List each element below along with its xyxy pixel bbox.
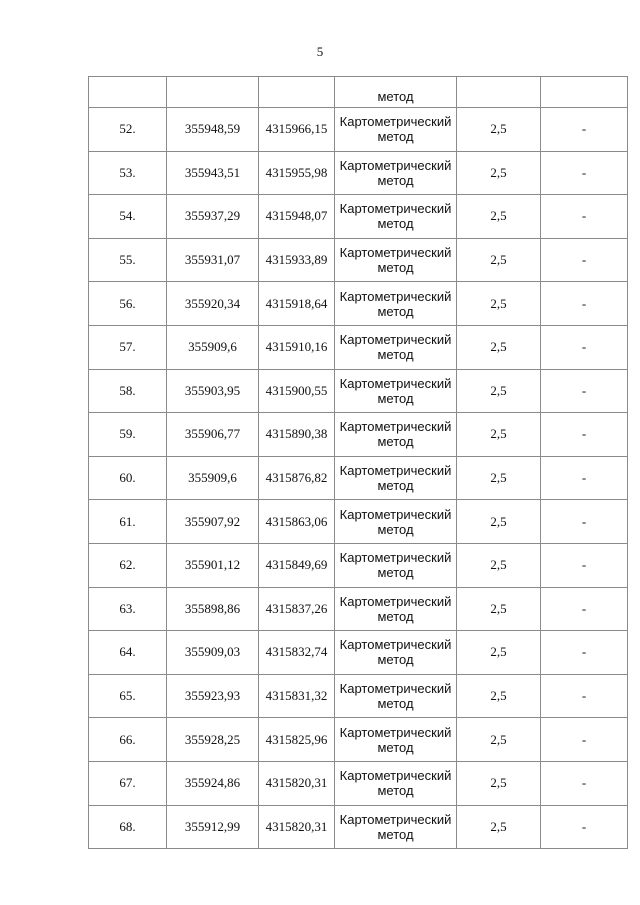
method-line-1: Картометрический: [339, 681, 452, 697]
coordinates-table: [88, 76, 628, 849]
cell-accuracy: 2,5: [457, 282, 541, 326]
cell-y: 4315955,98: [259, 151, 335, 195]
continuation-row: [89, 77, 628, 108]
cell-note: -: [541, 805, 628, 849]
cell-num: 54.: [89, 195, 167, 239]
cell-num: 56.: [89, 282, 167, 326]
cell-num: 58.: [89, 369, 167, 413]
cell-accuracy: 2,5: [457, 325, 541, 369]
cell-note: -: [541, 151, 628, 195]
cell-num: 65.: [89, 674, 167, 718]
table-row: [89, 369, 628, 413]
cell-accuracy: 2,5: [457, 195, 541, 239]
cell-y: 4315890,38: [259, 413, 335, 457]
cell-x: 355937,29: [167, 195, 259, 239]
cell-x: 355909,6: [167, 456, 259, 500]
cell-note: -: [541, 325, 628, 369]
cell-method: [335, 543, 457, 587]
table-row: [89, 456, 628, 500]
method-line-2: метод: [377, 216, 414, 232]
cell-accuracy: 2,5: [457, 500, 541, 544]
method-line-2: метод: [377, 172, 414, 188]
cell-num: 68.: [89, 805, 167, 849]
cell-y: 4315849,69: [259, 543, 335, 587]
cell-accuracy: 2,5: [457, 761, 541, 805]
cell-x: 355912,99: [167, 805, 259, 849]
cell-method: [335, 413, 457, 457]
table-row: [89, 805, 628, 849]
table-row: [89, 631, 628, 675]
cell-accuracy: 2,5: [457, 587, 541, 631]
method-line-1: Картометрический: [339, 419, 452, 435]
method-line-1: Картометрический: [339, 332, 452, 348]
cell-y: 4315837,26: [259, 587, 335, 631]
table-row: [89, 718, 628, 762]
cell-note: -: [541, 587, 628, 631]
method-line-1: Картометрический: [339, 375, 452, 391]
cell-method: [335, 456, 457, 500]
cell-method: [335, 587, 457, 631]
cell-x: 355903,95: [167, 369, 259, 413]
cell-accuracy: 2,5: [457, 108, 541, 152]
cell-note: [541, 77, 628, 108]
method-line-1: Картометрический: [339, 724, 452, 740]
table-row: [89, 238, 628, 282]
cell-y: 4315825,96: [259, 718, 335, 762]
method-line-1: Картометрический: [339, 593, 452, 609]
cell-num: 64.: [89, 631, 167, 675]
cell-x: 355901,12: [167, 543, 259, 587]
method-line-2: метод: [377, 521, 414, 537]
cell-x: 355943,51: [167, 151, 259, 195]
method-line-1: Картометрический: [339, 288, 452, 304]
cell-method: [335, 805, 457, 849]
cell-method: [335, 195, 457, 239]
cell-y: 4315831,32: [259, 674, 335, 718]
method-line-1: Картометрический: [339, 114, 452, 130]
cell-accuracy: 2,5: [457, 674, 541, 718]
method-line-2: метод: [377, 434, 414, 450]
method-line-1: Картометрический: [339, 811, 452, 827]
cell-y: 4315966,15: [259, 108, 335, 152]
cell-note: -: [541, 761, 628, 805]
cell-accuracy: 2,5: [457, 543, 541, 587]
method-line-1: Картометрический: [339, 245, 452, 261]
method-line-1: Картометрический: [339, 550, 452, 566]
cell-method: [335, 674, 457, 718]
cell-y: 4315820,31: [259, 761, 335, 805]
table-row: [89, 587, 628, 631]
cell-method: [335, 718, 457, 762]
table-row: [89, 413, 628, 457]
cell-num: 57.: [89, 325, 167, 369]
cell-x: 355909,03: [167, 631, 259, 675]
cell-note: -: [541, 282, 628, 326]
cell-x: 355924,86: [167, 761, 259, 805]
cell-method: [335, 369, 457, 413]
method-line-1: Картометрический: [339, 201, 452, 217]
method-line-1: Картометрический: [339, 463, 452, 479]
cell-note: -: [541, 456, 628, 500]
cell-y: [259, 77, 335, 108]
cell-note: -: [541, 674, 628, 718]
method-line-1: Картометрический: [339, 768, 452, 784]
cell-note: -: [541, 718, 628, 762]
cell-accuracy: 2,5: [457, 413, 541, 457]
cell-y: 4315820,31: [259, 805, 335, 849]
table-row: [89, 761, 628, 805]
cell-y: 4315863,06: [259, 500, 335, 544]
cell-note: -: [541, 500, 628, 544]
page-number: 5: [316, 44, 324, 59]
method-line-2: метод: [377, 565, 414, 581]
method-line-2: метод: [377, 347, 414, 363]
cell-accuracy: 2,5: [457, 805, 541, 849]
cell-method: [335, 761, 457, 805]
cell-x: 355907,92: [167, 500, 259, 544]
table-row: [89, 151, 628, 195]
cell-note: -: [541, 369, 628, 413]
method-line-2: метод: [377, 652, 414, 668]
cell-method: [335, 631, 457, 675]
table-row: [89, 325, 628, 369]
method-line-1: Картометрический: [339, 637, 452, 653]
cell-method: [335, 282, 457, 326]
method-line-2: метод: [377, 478, 414, 494]
cell-num: 67.: [89, 761, 167, 805]
cell-note: -: [541, 413, 628, 457]
table-row: [89, 282, 628, 326]
cell-x: 355906,77: [167, 413, 259, 457]
method-line-2: метод: [377, 696, 414, 712]
cell-x: 355920,34: [167, 282, 259, 326]
cell-x: [167, 77, 259, 108]
cell-note: -: [541, 238, 628, 282]
table-body: [89, 77, 628, 849]
cell-num: 63.: [89, 587, 167, 631]
cell-note: -: [541, 195, 628, 239]
method-line-2: метод: [377, 739, 414, 755]
method-line-2: метод: [377, 390, 414, 406]
cell-x: 355928,25: [167, 718, 259, 762]
cell-num: [89, 77, 167, 108]
cell-y: 4315948,07: [259, 195, 335, 239]
cell-accuracy: [457, 77, 541, 108]
cell-method: [335, 325, 457, 369]
cell-num: 59.: [89, 413, 167, 457]
table-row: [89, 543, 628, 587]
cell-y: 4315910,16: [259, 325, 335, 369]
cell-y: 4315832,74: [259, 631, 335, 675]
cell-num: 66.: [89, 718, 167, 762]
cell-accuracy: 2,5: [457, 238, 541, 282]
cell-x: 355923,93: [167, 674, 259, 718]
cell-num: 52.: [89, 108, 167, 152]
cell-method: [335, 500, 457, 544]
cell-y: 4315933,89: [259, 238, 335, 282]
cell-num: 62.: [89, 543, 167, 587]
cell-x: 355931,07: [167, 238, 259, 282]
cell-accuracy: 2,5: [457, 369, 541, 413]
cell-method: [335, 108, 457, 152]
cell-accuracy: 2,5: [457, 631, 541, 675]
method-line-2: метод: [377, 783, 414, 799]
table-row: [89, 674, 628, 718]
method-line-1: Картометрический: [339, 157, 452, 173]
cell-num: 55.: [89, 238, 167, 282]
method-line-2: метод: [377, 260, 414, 276]
cell-note: -: [541, 543, 628, 587]
cell-accuracy: 2,5: [457, 151, 541, 195]
cell-note: -: [541, 631, 628, 675]
cell-x: 355948,59: [167, 108, 259, 152]
method-line-2: метод: [377, 129, 414, 145]
cell-y: 4315918,64: [259, 282, 335, 326]
cell-num: 60.: [89, 456, 167, 500]
method-line-2: метод: [377, 303, 414, 319]
cell-x: 355898,86: [167, 587, 259, 631]
method-line-1: Картометрический: [339, 506, 452, 522]
method-line-2: метод: [377, 826, 414, 842]
table-row: [89, 195, 628, 239]
cell-accuracy: 2,5: [457, 456, 541, 500]
cell-y: 4315876,82: [259, 456, 335, 500]
method-line-2: метод: [377, 608, 414, 624]
cell-y: 4315900,55: [259, 369, 335, 413]
table-row: [89, 500, 628, 544]
cell-num: 61.: [89, 500, 167, 544]
cell-num: 53.: [89, 151, 167, 195]
cell-method: [335, 151, 457, 195]
cell-method: [335, 238, 457, 282]
cell-method: метод: [335, 77, 457, 108]
cell-accuracy: 2,5: [457, 718, 541, 762]
table-row: [89, 108, 628, 152]
cell-x: 355909,6: [167, 325, 259, 369]
cell-note: -: [541, 108, 628, 152]
